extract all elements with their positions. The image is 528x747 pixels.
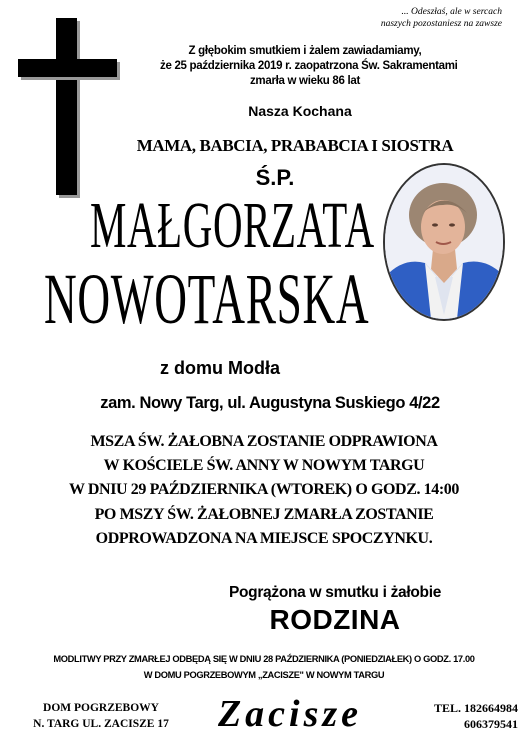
prayers-line-1: MODLITWY PRZY ZMARŁEJ ODBĘDĄ SIĘ W DNIU 28 PAŹDZIERNIKA (PONIEDZIAŁEK) O GODZ. 17.00	[53, 654, 475, 664]
cross-horizontal-bar	[18, 59, 117, 77]
phone-number-1: 182664984	[464, 701, 518, 715]
announcement-line-1: Z głębokim smutkiem i żalem zawiadamiamy,	[188, 45, 422, 57]
funeral-home-line-2: N. TARG UL. ZACISZE 17	[33, 718, 169, 730]
mass-line-4: PO MSZY ŚW. ŻAŁOBNEJ ZMARŁA ZOSTANIE	[94, 505, 434, 523]
announcement-line-3: zmarła w wieku 86 lat	[249, 75, 361, 87]
portrait-photo	[383, 163, 505, 321]
prayers-info	[20, 651, 508, 683]
phone-label: TEL.	[433, 701, 461, 715]
mass-line-3: W DNIU 29 PAŹDZIERNIKA (WTOREK) O GODZ. 14:00	[68, 481, 460, 499]
quote-line-2: naszych pozostaniesz na zawsze	[380, 19, 502, 29]
portrait-icon	[385, 165, 503, 319]
logo-icon	[190, 688, 390, 738]
mourning-line: Pogrążona w smutku i żałobie	[228, 584, 442, 601]
deceased-last-name: NOWOTARSKA	[44, 259, 370, 339]
phone-number-2: 606379541	[464, 717, 518, 731]
nasza-kochana-label: Nasza Kochana	[248, 103, 352, 119]
sp-label: Ś.P.	[255, 165, 295, 190]
funeral-home-address	[16, 700, 186, 732]
residence-address: zam. Nowy Targ, ul. Augustyna Suskiego 4/22	[100, 394, 440, 412]
maiden-name: z domu Modła	[160, 358, 280, 378]
family-signature: RODZINA	[269, 604, 401, 635]
funeral-mass-info	[40, 430, 488, 551]
memorial-quote	[272, 6, 502, 30]
prayers-line-2: W DOMU POGRZEBOWYM „ZACISZE" W NOWYM TARGU	[143, 670, 385, 680]
quote-line-1: ... Odeszłaś, ale w sercach	[401, 7, 502, 17]
zacisze-logo	[190, 688, 390, 738]
funeral-home-line-1: DOM POGRZEBOWY	[43, 702, 159, 714]
relations-line: MAMA, BABCIA, PRABABCIA I SIOSTRA	[136, 136, 454, 155]
announcement	[160, 44, 458, 89]
deceased-first-name: MAŁGORZATA	[90, 189, 375, 262]
mass-line-5: ODPROWADZONA NA MIEJSCE SPOCZYNKU.	[95, 529, 433, 547]
cross-vertical-bar	[56, 18, 77, 195]
mass-line-2: W KOŚCIELE ŚW. ANNY W NOWYM TARGU	[103, 457, 425, 475]
announcement-line-2: że 25 października 2019 r. zaopatrzona Św. Sakramentami	[160, 60, 458, 72]
mass-line-1: MSZA ŚW. ŻAŁOBNA ZOSTANIE ODPRAWIONA	[90, 433, 438, 450]
phone-contact	[398, 700, 518, 732]
logo-text: Zacisze	[217, 693, 363, 735]
